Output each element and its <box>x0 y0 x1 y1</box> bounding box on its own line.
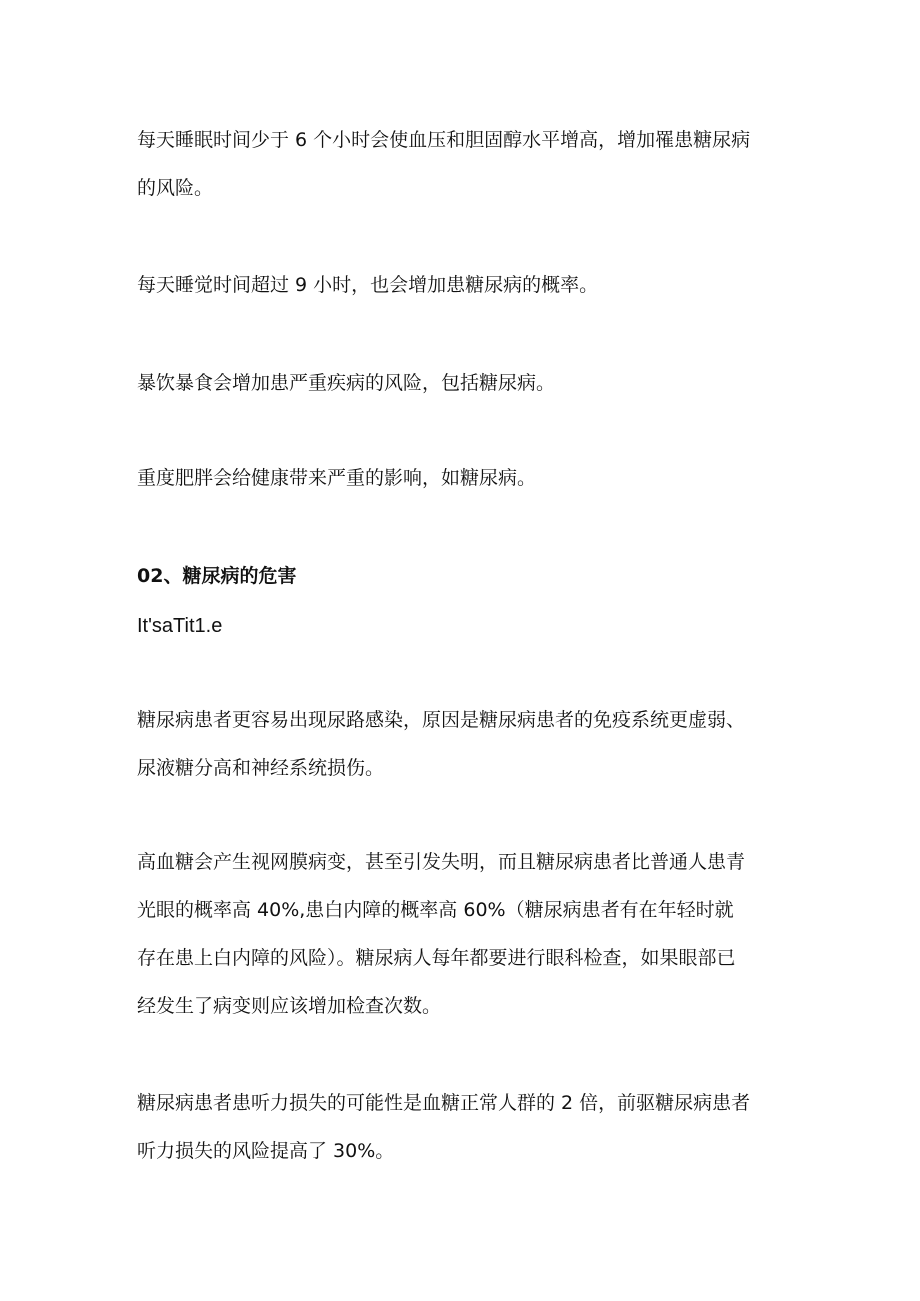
paragraph-sleep-long <box>137 261 787 309</box>
text-line: 暴饮暴食会增加患严重疾病的风险，包括糖尿病。 <box>137 372 556 394</box>
paragraph-urinary-infection <box>137 696 787 792</box>
text-line: 每天睡眠时间少于 6 个小时会使血压和胆固醇水平增高，增加罹患糖尿病 <box>137 129 751 151</box>
heading-text: 02、糖尿病的危害 <box>137 565 297 587</box>
paragraph-eye-disease <box>137 838 787 1030</box>
text-line: 的风险。 <box>137 177 214 199</box>
paragraph-sleep-short <box>137 116 787 212</box>
paragraph-hearing-loss <box>137 1079 787 1175</box>
text-line: 重度肥胖会给健康带来严重的影响，如糖尿病。 <box>137 467 537 489</box>
section-heading <box>137 552 787 600</box>
paragraph-overeating <box>137 359 787 407</box>
text-line: 听力损失的风险提高了 30%。 <box>137 1140 395 1162</box>
text-line: 糖尿病患者更容易出现尿路感染，原因是糖尿病患者的免疫系统更虚弱、 <box>137 709 746 731</box>
text-line: 经发生了病变则应该增加检查次数。 <box>137 995 442 1017</box>
text-line: 尿液糖分高和神经系统损伤。 <box>137 757 385 779</box>
text-line: 糖尿病患者患听力损失的可能性是血糖正常人群的 2 倍，前驱糖尿病患者 <box>137 1092 751 1114</box>
section-subtitle <box>137 602 787 650</box>
subtitle-text: It'saTit1.e <box>137 615 223 637</box>
text-line: 存在患上白内障的风险）。糖尿病人每年都要进行眼科检查，如果眼部已 <box>137 947 736 969</box>
text-line: 每天睡觉时间超过 9 小时，也会增加患糖尿病的概率。 <box>137 274 599 296</box>
text-line: 高血糖会产生视网膜病变，甚至引发失明，而且糖尿病患者比普通人患青 <box>137 851 746 873</box>
text-line: 光眼的概率高 40%,患白内障的概率高 60%（糖尿病患者有在年轻时就 <box>137 899 734 921</box>
paragraph-obesity <box>137 454 787 502</box>
